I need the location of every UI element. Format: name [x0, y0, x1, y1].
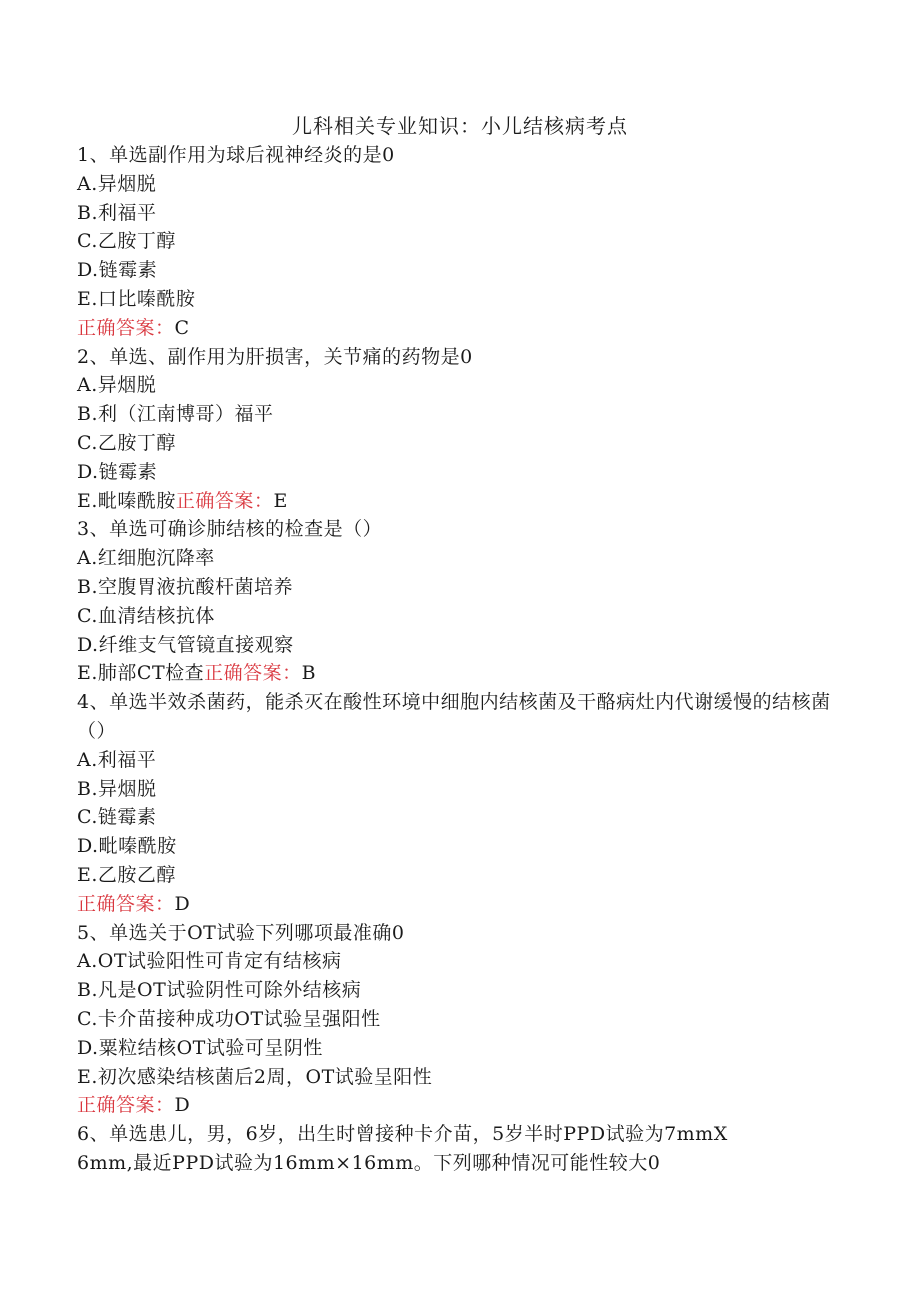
answer-label: 正确答案：: [77, 316, 175, 339]
option: B.凡是OT试验阴性可除外结核病: [77, 979, 362, 1002]
answer-line: [77, 1091, 837, 1120]
option: E.初次感染结核菌后2周，OT试验呈阳性: [77, 1065, 433, 1088]
option: E.口比嗪酰胺: [77, 287, 196, 310]
option: C.乙胺丁醇: [77, 230, 176, 253]
option-with-answer: [77, 659, 837, 688]
question-stem: 5、单选关于OT试验下列哪项最准确0: [77, 921, 405, 944]
question-stem: 6、单选患儿，男，6岁，出生时曾接种卡介苗，5岁半时PPD试验为7mmX: [77, 1123, 728, 1146]
answer-line: [77, 890, 837, 919]
option: B.空腹胃液抗酸杆菌培养: [77, 575, 294, 598]
answer-value: D: [174, 892, 191, 915]
question-stem: 2、单选、副作用为肝损害，关节痛的药物是0: [77, 345, 473, 368]
option: B.异烟脱: [77, 777, 157, 800]
answer-label: 正确答案：: [77, 892, 175, 915]
option: D.链霉素: [77, 460, 158, 483]
option: B.利（江南博哥）福平: [77, 403, 274, 426]
answer-value: C: [174, 316, 190, 339]
option: D.纤维支气管镜直接观察: [77, 633, 294, 656]
option: D.粟粒结核OT试验可呈阴性: [77, 1036, 323, 1059]
answer-value: E: [273, 489, 288, 512]
option: E.乙胺乙醇: [77, 863, 176, 886]
page-title: 儿科相关专业知识：小儿结核病考点: [292, 114, 628, 138]
option: A.异烟脱: [77, 172, 157, 195]
option: A.红细胞沉降率: [77, 547, 215, 570]
option: E.毗嗪酰胺: [77, 489, 176, 512]
question-stem: 1、单选副作用为球后视神经炎的是0: [77, 144, 395, 166]
answer-label: 正确答案：: [77, 1094, 175, 1117]
option-with-answer: [77, 487, 837, 516]
question-list: [77, 141, 837, 1178]
option: B.利福平: [77, 201, 157, 224]
question-stem: 4、单选半效杀菌药，能杀灭在酸性环境中细胞内结核菌及干酪病灶内代谢缓慢的结核菌（）: [77, 691, 831, 742]
option: C.卡介苗接种成功OT试验呈强阳性: [77, 1007, 381, 1030]
option: C.链霉素: [77, 806, 157, 829]
question-stem-continued: 6mm,最近PPD试验为16mm×16mm。下列哪种情况可能性较大0: [77, 1151, 661, 1174]
option: A.利福平: [77, 748, 157, 771]
option: C.血清结核抗体: [77, 604, 215, 627]
answer-value: D: [174, 1094, 191, 1117]
question-stem: 3、单选可确诊肺结核的检查是（）: [77, 518, 383, 541]
answer-label: 正确答案：: [204, 662, 302, 685]
answer-value: B: [301, 662, 317, 685]
option: E.肺部CT检查: [77, 662, 205, 685]
option: A.异烟脱: [77, 374, 157, 397]
option: D.毗嗪酰胺: [77, 835, 177, 858]
answer-label: 正确答案：: [175, 489, 274, 512]
option: C.乙胺丁醇: [77, 431, 176, 454]
option: D.链霉素: [77, 259, 158, 282]
option: A.OT试验阳性可肯定有结核病: [77, 950, 342, 973]
answer-line: [77, 314, 837, 343]
